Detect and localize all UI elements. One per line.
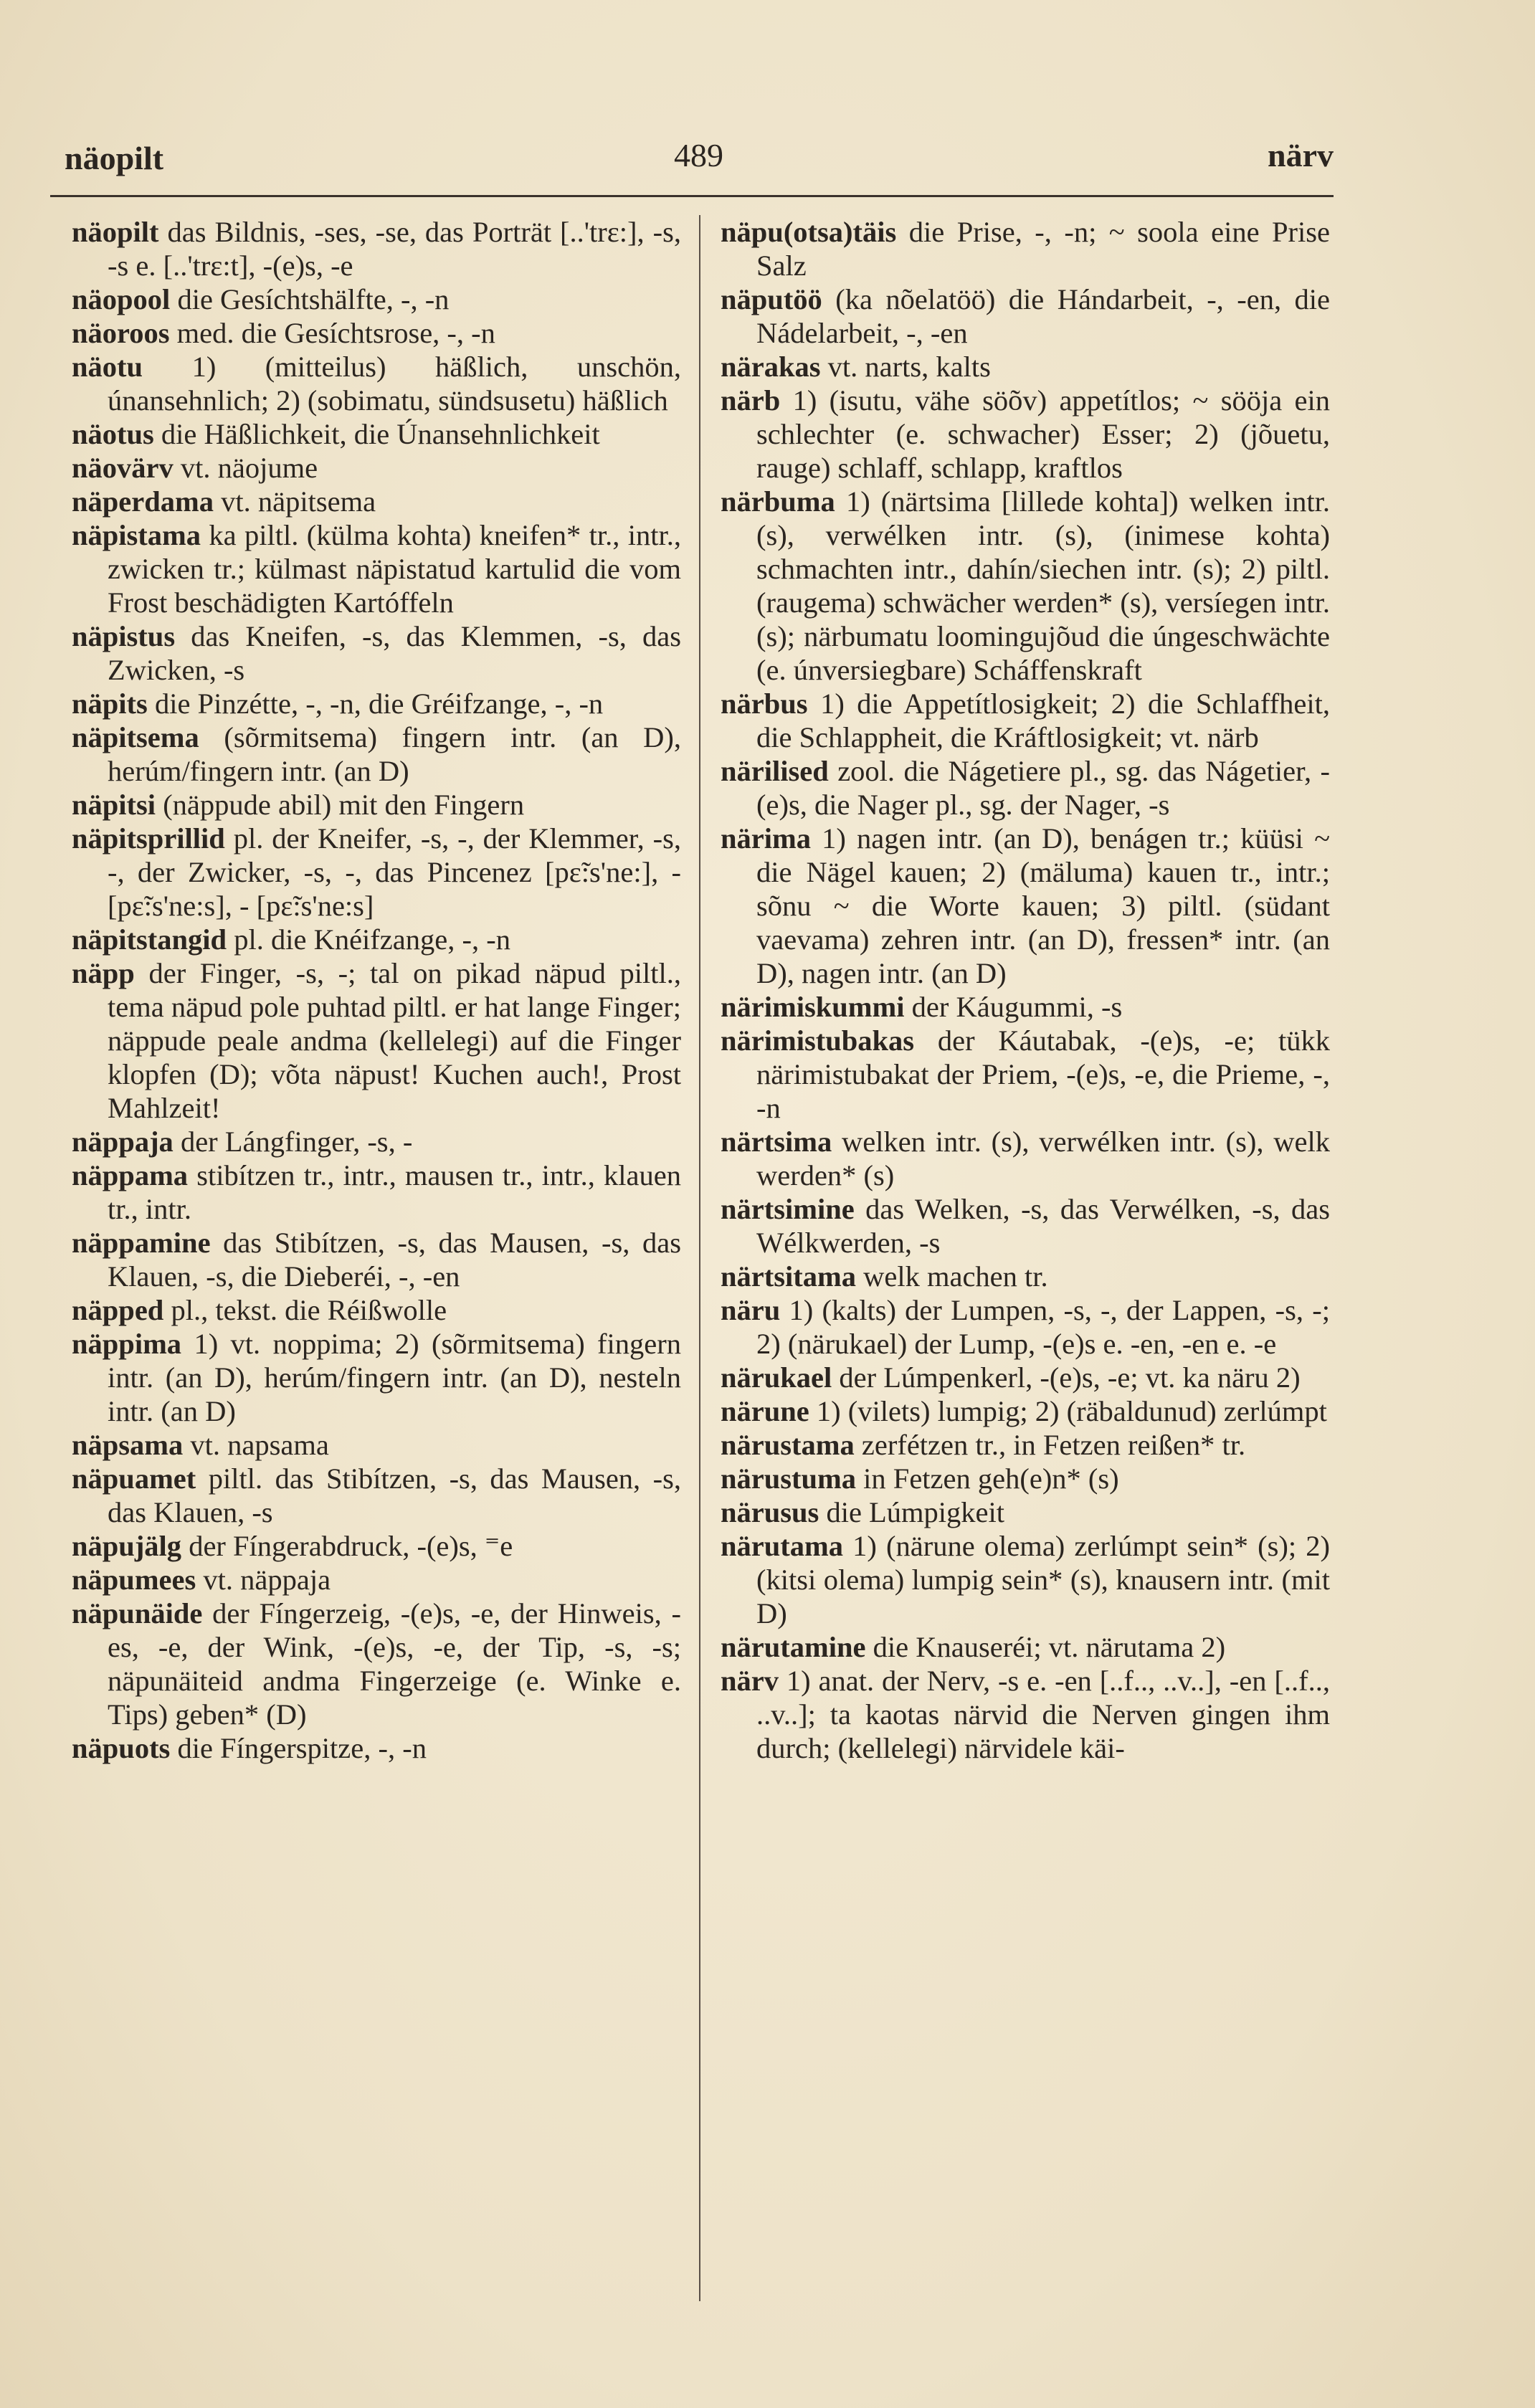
dictionary-entry [72,417,681,451]
entry-headword: näpistama [72,519,201,551]
dictionary-entry [721,1529,1330,1630]
entry-definition: 1) nagen intr. (an D), benágen tr.; küüsi ~ die Nägel kauen; 2) (mäluma) kauen tr., intr.; sõnu ~ die Worte kauen; 3) piltl. (südant vaevama) zehren intr. (an D), fressen* intr. (an D), nagen intr. (an D) [756,822,1330,989]
dictionary-entry [72,518,681,619]
entry-headword: närtsimine [721,1193,855,1225]
entry-definition: welk machen tr. [863,1260,1048,1293]
entry-headword: närutama [721,1530,843,1562]
entry-headword: närustuma [721,1462,857,1495]
entry-definition: der Fíngerabdruck, -(e)s, ⁼e [189,1530,513,1562]
dictionary-entry [721,350,1330,384]
dictionary-entry [721,1024,1330,1125]
entry-definition: die Prise, -, -n; ~ soola eine Prise Salz [756,216,1331,282]
entry-headword: näpistus [72,620,176,652]
entry-definition: das Kneifen, -s, das Klemmen, -s, das Zwicken, -s [108,620,682,686]
entry-definition: 1) vt. noppima; 2) (sõrmitsema) fingern intr. (an D), herúm/fingern intr. (an D), nesteln intr. (an D) [108,1328,682,1427]
entry-definition: 1) (närune olema) zerlúmpt sein* (s); 2) (kitsi olema) lumpig sein* (s), knausern intr. (mit D) [756,1530,1330,1629]
dictionary-entry [721,822,1330,990]
entry-definition: (sõrmitsema) fingern intr. (an D), herúm/fingern intr. (an D) [108,721,681,787]
entry-definition: pl. die Knéifzange, -, -n [234,923,510,956]
entry-definition: die Knauseréi; vt. närutama 2) [873,1631,1226,1663]
entry-definition: zool. die Nágetiere pl., sg. das Nágetier, -(e)s, die Nager pl., sg. der Nager, -s [756,755,1330,821]
dictionary-entry [721,1192,1330,1260]
entry-headword: näopilt [72,216,159,248]
entry-definition: pl., tekst. die Réißwolle [171,1294,447,1326]
dictionary-entry [72,1462,681,1529]
entry-headword: näpuots [72,1732,171,1764]
entry-definition: der Finger, -s, -; tal on pikad näpud piltl., tema näpud pole puhtad piltl. er hat lange Finger; näppude peale andma (kellelegi) auf die Finger klopfen (D); võta näpust! Kuchen auch!, Prost Mahlzeit! [108,957,682,1124]
entry-headword: närtsitama [721,1260,856,1293]
entry-definition: (ka nõelatöö) die Hándarbeit, -, -en, die Nádelarbeit, -, -en [756,283,1331,349]
entry-definition: stibítzen tr., intr., mausen tr., intr., klauen tr., intr. [108,1159,682,1225]
entry-headword: närima [721,822,811,855]
entry-definition: vt. narts, kalts [827,351,991,383]
entry-headword: näpumees [72,1564,196,1596]
dictionary-entry [72,956,681,1125]
dictionary-entry [72,350,681,417]
entry-definition: der Lángfinger, -s, - [180,1126,413,1158]
entry-definition: das Welken, -s, das Verwélken, -s, das Wélkwerden, -s [756,1193,1331,1259]
column-divider [699,215,700,2301]
entry-headword: näppaja [72,1126,174,1158]
entry-headword: näpitstangid [72,923,227,956]
entry-definition: der Fíngerzeig, -(e)s, -e, der Hinweis, -es, -e, der Wink, -(e)s, -e, der Tip, -s, -s; näpunäiteid andma Fingerzeige (e. Winke e. Tips) geben* (D) [108,1597,681,1731]
dictionary-entry [72,1529,681,1563]
entry-definition: der Káutabak, -(e)s, -e; tükk närimistubakat der Priem, -(e)s, -e, die Prieme, -, -n [756,1024,1331,1124]
entry-definition: die Fíngerspitze, -, -n [177,1732,427,1764]
header-last-headword: närv [1268,137,1334,173]
dictionary-entry [72,451,681,485]
dictionary-entry [721,687,1330,754]
entry-headword: näpu(otsa)täis [721,216,897,248]
entry-headword: näpp [72,957,135,989]
entry-headword: närimiskummi [721,991,905,1023]
entry-headword: närilised [721,755,829,787]
entry-definition: die Pinzétte, -, -n, die Gréifzange, -, -n [154,687,604,720]
dictionary-entry [72,720,681,788]
right-column [721,215,1330,1765]
header-rule [50,195,1334,197]
header-first-headword: näopilt [65,140,164,176]
entry-definition: vt. napsama [190,1429,329,1461]
entry-definition: die Lúmpigkeit [826,1496,1005,1528]
dictionary-entry [721,384,1330,485]
entry-definition: der Káugummi, -s [911,991,1123,1023]
entry-headword: näpits [72,687,148,720]
dictionary-entry [72,282,681,316]
entry-definition: 1) (isutu, vähe söõv) appetítlos; ~ sööja ein schlechter (e. schwacher) Esser; 2) (jõuetu, rauge) schlaff, schlapp, kraftlos [756,384,1331,484]
entry-headword: näpitsi [72,789,156,821]
entry-definition: ka piltl. (külma kohta) kneifen* tr., intr., zwicken tr.; külmast näpistatud kartulid die vom Frost beschädigten Kartóffeln [108,519,682,619]
entry-headword: närune [721,1395,809,1427]
entry-headword: näpujälg [72,1530,182,1562]
entry-headword: närukael [721,1361,832,1394]
page-header [65,129,1334,179]
entry-headword: näperdama [72,485,214,518]
dictionary-entry [721,1664,1330,1765]
dictionary-entry [721,1260,1330,1293]
dictionary-entry [72,923,681,956]
entry-definition: in Fetzen geh(e)n* (s) [863,1462,1119,1495]
entry-definition: das Bildnis, -ses, -se, das Porträt [..'trɛ:], -s, -s e. [..'trɛ:t], -(e)s, -e [108,216,681,282]
dictionary-entry [72,1428,681,1462]
dictionary-entry [72,619,681,687]
dictionary-entry [721,1428,1330,1462]
entry-headword: närv [721,1665,779,1697]
entry-definition: vt. näppaja [203,1564,331,1596]
dictionary-entry [721,1125,1330,1192]
dictionary-entry [72,1563,681,1596]
entry-headword: näpped [72,1294,164,1326]
entry-headword: näppamine [72,1227,211,1259]
entry-headword: närakas [721,351,821,383]
entry-headword: närbus [721,687,808,720]
entry-headword: näotus [72,418,154,450]
dictionary-entry [721,485,1330,687]
dictionary-entry [72,1327,681,1428]
dictionary-entry [721,1394,1330,1428]
entry-definition: pl. der Kneifer, -s, -, der Klemmer, -s, -, der Zwicker, -s, -, das Pincenez [pɛ̃:s'ne:], - [pɛ̃:s'ne:s], - [pɛ̃:s'ne:s] [108,822,681,922]
dictionary-entry [72,1158,681,1226]
dictionary-entry [721,215,1330,282]
dictionary-entry [721,1495,1330,1529]
entry-definition: der Lúmpenkerl, -(e)s, -e; vt. ka näru 2) [839,1361,1301,1394]
dictionary-entry [721,282,1330,350]
entry-definition: vt. näpitsema [221,485,376,518]
entry-headword: näpunäide [72,1597,203,1629]
entry-definition: zerfétzen tr., in Fetzen reißen* tr. [861,1429,1246,1461]
dictionary-entry [72,215,681,282]
dictionary-entry [721,1293,1330,1361]
entry-headword: näpsama [72,1429,184,1461]
entry-headword: närutamine [721,1631,866,1663]
dictionary-entry [721,990,1330,1024]
dictionary-entry [72,1293,681,1327]
entry-definition: die Gesíchtshälfte, -, -n [177,283,450,315]
entry-definition: med. die Gesíchtsrose, -, -n [176,317,495,349]
entry-headword: näru [721,1294,781,1326]
entry-headword: näputöö [721,283,822,315]
dictionary-entry [72,1125,681,1158]
entry-headword: näppima [72,1328,182,1360]
page-number: 489 [674,137,723,173]
dictionary-entry [72,316,681,350]
entry-definition: piltl. das Stibítzen, -s, das Mausen, -s, das Klauen, -s [108,1462,682,1528]
entry-headword: näoroos [72,317,170,349]
entry-headword: närb [721,384,781,417]
entry-headword: näovärv [72,452,174,484]
entry-headword: närustama [721,1429,855,1461]
entry-headword: närimistubakas [721,1024,915,1057]
dictionary-entry [721,1630,1330,1664]
entry-headword: närusus [721,1496,819,1528]
entry-headword: näotu [72,351,143,383]
entry-headword: näpitsema [72,721,199,753]
dictionary-entry [721,754,1330,822]
entry-headword: näppama [72,1159,189,1191]
entry-definition: (näppude abil) mit den Fingern [163,789,525,821]
dictionary-entry [72,1731,681,1765]
entry-headword: närbuma [721,485,835,518]
entry-definition: 1) anat. der Nerv, -s e. -en [..f.., ..v..], -en [..f.., ..v..]; ta kaotas närvid die Nerven gingen ihm durch; (kellelegi) närvidele käi- [756,1665,1331,1764]
dictionary-entry [72,687,681,720]
dictionary-entry [721,1361,1330,1394]
entry-definition: das Stibítzen, -s, das Mausen, -s, das Klauen, -s, die Dieberéi, -, -en [108,1227,681,1293]
entry-definition: vt. näojume [180,452,318,484]
entry-definition: 1) (kalts) der Lumpen, -s, -, der Lappen, -s, -; 2) (närukael) der Lump, -(e)s e. -en, -en e. -e [756,1294,1330,1360]
entry-definition: welken intr. (s), verwélken intr. (s), welk werden* (s) [756,1126,1331,1191]
entry-definition: 1) (närtsima [lillede kohta]) welken intr. (s), verwélken intr. (s), (inimese kohta) schmachten intr., dahín/siechen intr. (s); 2) piltl. (raugema) schwächer werden* (s), versíegen intr. (s); närbumatu loomingujõud die úngeschwächte (e. únversiegbare) Scháffenskraft [756,485,1331,686]
dictionary-entry [72,485,681,518]
entry-definition: 1) (vilets) lumpig; 2) (räbaldunud) zerlúmpt [816,1395,1327,1427]
dictionary-entry [72,788,681,822]
entry-headword: närtsima [721,1126,832,1158]
dictionary-entry [72,1596,681,1731]
dictionary-entry [72,822,681,923]
entry-definition: die Häßlichkeit, die Únansehnlichkeit [161,418,600,450]
entry-headword: näopool [72,283,171,315]
dictionary-entry [721,1462,1330,1495]
entry-headword: näpitsprillid [72,822,225,855]
left-column [72,215,681,1765]
entry-definition: 1) (mitteilus) häßlich, unschön, únansehnlich; 2) (sobimatu, sündsusetu) häßlich [108,351,682,417]
entry-headword: näpuamet [72,1462,196,1495]
entry-definition: 1) die Appetítlosigkeit; 2) die Schlaffheit, die Schlappheit, die Kráftlosigkeit; vt. närb [756,687,1331,753]
dictionary-entry [72,1226,681,1293]
